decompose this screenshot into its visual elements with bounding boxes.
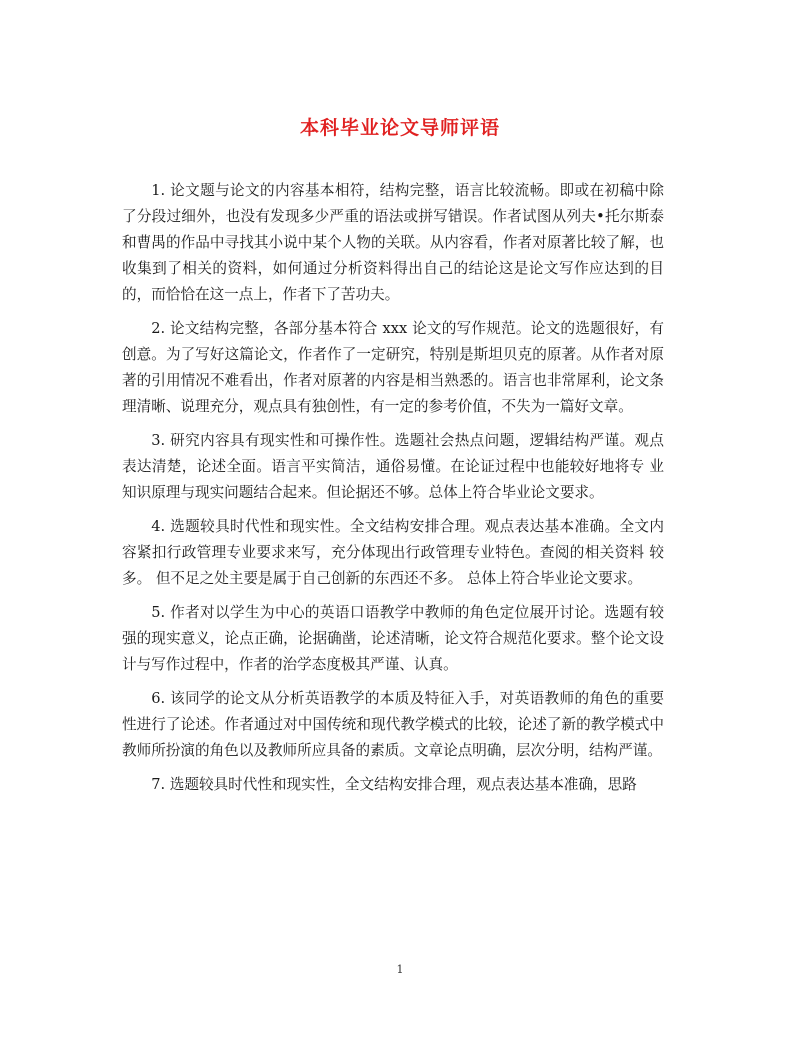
document-body [122, 178, 664, 806]
paragraph-5: 5. 作者对以学生为中心的英语口语教学中教师的角色定位展开讨论。选题有较强的现实意义，论点正确，论据确凿，论述清晰，论文符合规范化要求。整个论文设计与写作过程中，作者的治学态度极其严谨、认真。 [122, 604, 664, 673]
page-number: 1 [396, 963, 404, 976]
paragraph-6: 6. 该同学的论文从分析英语教学的本质及特征入手，对英语教师的角色的重要性进行了论述。作者通过对中国传统和现代教学模式的比较，论述了新的教学模式中教师所扮演的角色以及教师所应具备的素质。文章论点明确，层次分明，结构严谨。 [122, 690, 664, 759]
paragraph-1: 1. 论文题与论文的内容基本相符，结构完整，语言比较流畅。即或在初稿中除了分段过细外，也没有发现多少严重的语法或拼写错误。作者试图从列夫•托尔斯泰和曹禺的作品中寻找其小说中某个人物的关联。从内容看，作者对原著比较了解，也收集到了相关的资料，如何通过分析资料得出自己的结论这是论文写作应达到的目的，而恰恰在这一点上，作者下了苦功夫。 [122, 182, 664, 303]
paragraph-3: 3. 研究内容具有现实性和可操作性。选题社会热点问题，逻辑结构严谨。观点 表达清楚，论述全面。语言平实简洁，通俗易懂。在论证过程中也能较好地将专 业知识原理与现实问题结合起来。但论据还不够。总体上符合毕业论文要求。 [122, 432, 664, 501]
document-title: 本科毕业论文导师评语 [299, 117, 500, 139]
paragraph-4: 4. 选题较具时代性和现实性。全文结构安排合理。观点表达基本准确。全文内 容紧扣行政管理专业要求来写，充分体现出行政管理专业特色。查阅的相关资料 较多。 但不足之处主要是属于自己创新的东西还不多。 总体上符合毕业论文要求。 [122, 518, 664, 587]
paragraph-7: 7. 选题较具时代性和现实性，全文结构安排合理，观点表达基本准确，思路 [151, 776, 637, 793]
paragraph-2: 2. 论文结构完整，各部分基本符合 xxx 论文的写作规范。论文的选题很好，有创意。为了写好这篇论文，作者作了一定研究，特别是斯坦贝克的原著。从作者对原著的引用情况不难看出，作者对原著的内容是相当熟悉的。语言也非常犀利，论文条理清晰、说理充分，观点具有独创性，有一定的参考价值，不失为一篇好文章。 [122, 320, 664, 415]
